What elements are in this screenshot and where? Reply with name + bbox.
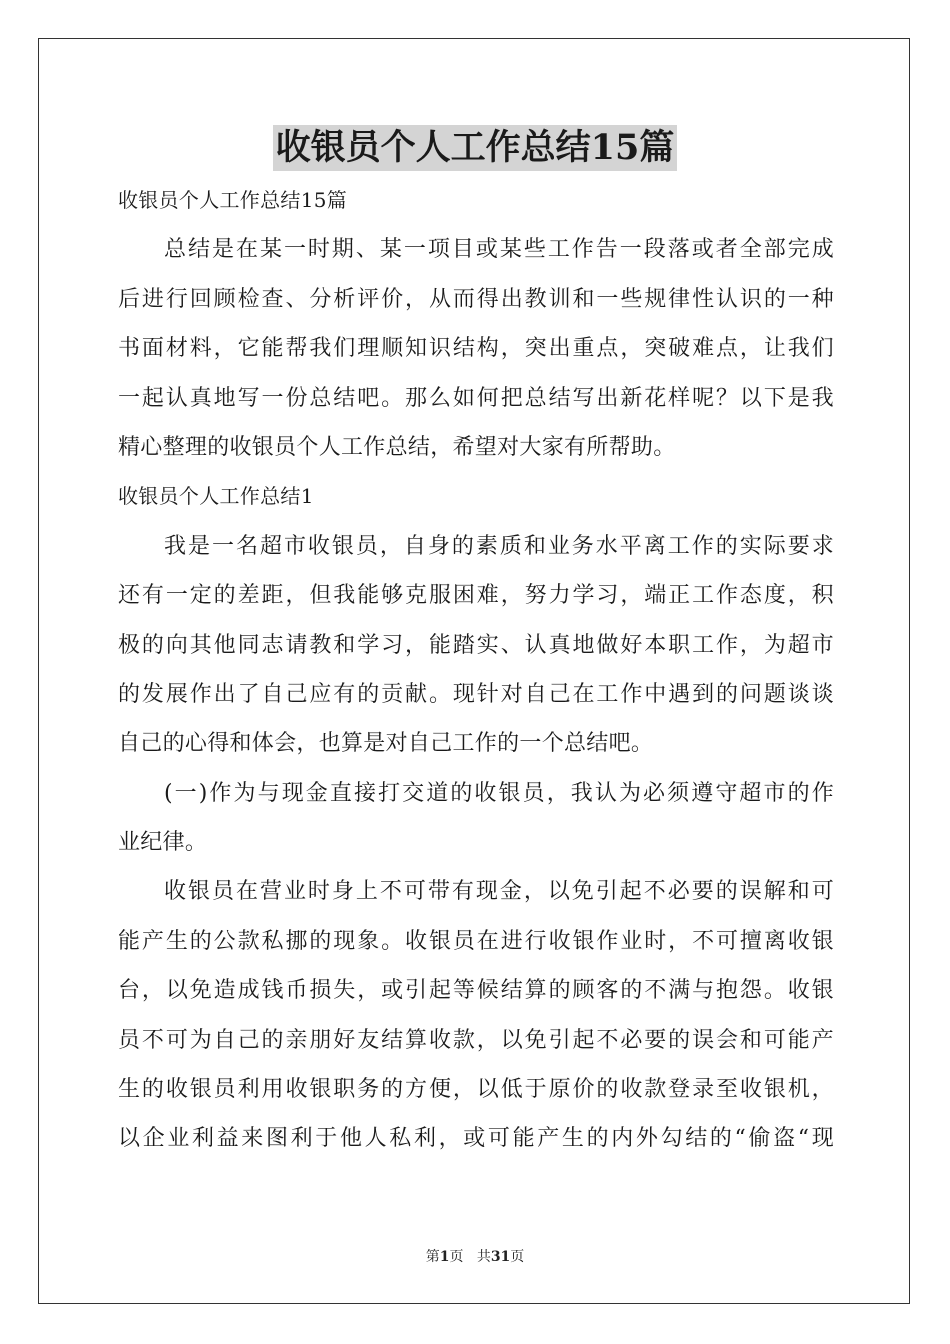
paragraph-line: 书面材料，它能帮我们理顺知识结构，突出重点，突破难点，让我们 [118, 336, 834, 362]
paragraph-line: 我是一名超市收银员，自身的素质和业务水平离工作的实际要求 [164, 533, 834, 559]
paragraph-line: 台，以免造成钱币损失，或引起等候结算的顾客的不满与抱怨。收银 [118, 978, 834, 1004]
paragraph-line: 员不可为自己的亲朋好友结算收款，以免引起不必要的误会和可能产 [118, 1027, 834, 1053]
total-pages: 31 [490, 1249, 511, 1265]
page-footer [0, 1246, 950, 1266]
page-suffix: 页 [449, 1249, 464, 1265]
total-suffix: 页 [510, 1249, 525, 1265]
paragraph-line: 后进行回顾检查、分析评价，从而得出教训和一些规律性认识的一种 [118, 286, 834, 312]
total-prefix: 共 [476, 1249, 491, 1265]
paragraph-line: 一起认真地写一份总结吧。那么如何把总结写出新花样呢？以下是我 [118, 385, 834, 411]
paragraph-line: 极的向其他同志请教和学习，能踏实、认真地做好本职工作，为超市 [118, 632, 834, 658]
paragraph-line: 生的收银员利用收银职务的方便，以低于原价的收款登录至收银机， [118, 1077, 834, 1103]
paragraph-line: 还有一定的差距，但我能够克服困难，努力学习，端正工作态度，积 [118, 583, 834, 609]
page-prefix: 第 [425, 1249, 440, 1265]
document-title [0, 125, 950, 171]
paragraph-line: 能产生的公款私挪的现象。收银员在进行收银作业时，不可擅离收银 [118, 928, 834, 954]
paragraph-line: 自己的心得和体会，也算是对自己工作的一个总结吧。 [118, 731, 654, 757]
paragraph-line: 以企业利益来图利于他人私利，或可能产生的内外勾结的“偷盗“现 [118, 1126, 834, 1152]
paragraph-line: 的发展作出了自己应有的贡献。现针对自己在工作中遇到的问题谈谈 [118, 681, 834, 707]
document-body [118, 176, 834, 1164]
paragraph-line: (一)作为与现金直接打交道的收银员，我认为必须遵守超市的作 [164, 780, 834, 806]
paragraph-line: 总结是在某一时期、某一项目或某些工作告一段落或者全部完成 [164, 237, 834, 263]
section-heading: 收银员个人工作总结1 [118, 484, 314, 509]
paragraph-line: 收银员在营业时身上不可带有现金，以免引起不必要的误解和可 [164, 879, 834, 905]
paragraph-line: 业纪律。 [118, 830, 208, 856]
document-title-text: 收银员个人工作总结15篇 [273, 125, 678, 171]
page-number: 1 [439, 1249, 450, 1265]
section-heading: 收银员个人工作总结15篇 [118, 188, 348, 212]
paragraph-line: 精心整理的收银员个人工作总结，希望对大家有所帮助。 [118, 434, 676, 460]
